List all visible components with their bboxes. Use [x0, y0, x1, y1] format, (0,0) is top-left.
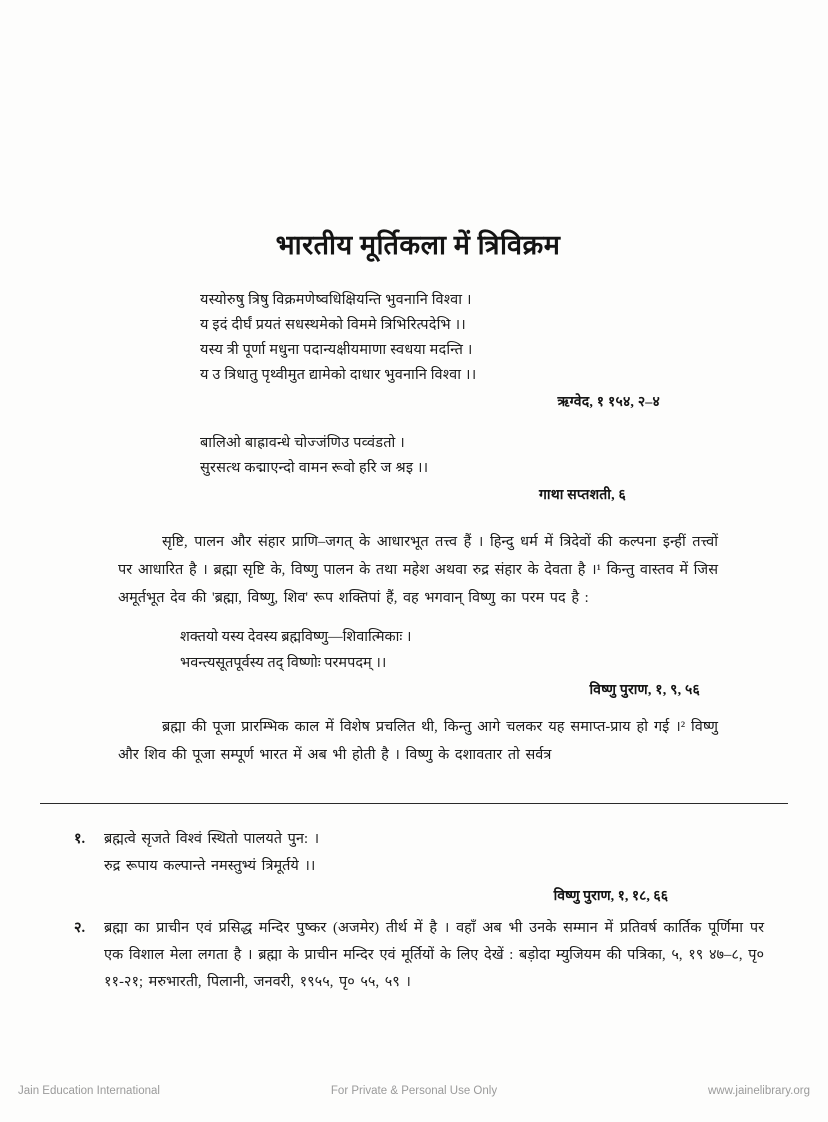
footnote-body — [104, 826, 764, 880]
rigveda-verse-block — [118, 288, 718, 388]
paragraph-text: सृष्टि, पालन और संहार प्राणि–जगत् के आधारभूत तत्त्व हैं । हिन्दु धर्म में त्रिदेवों की कल्पना इन्हीं तत्त्वों पर आधारित है । ब्रह्मा सृष्टि के, विष्णु पालन के तथा महेश अथवा रुद्र संहार के देवता है ।¹ किन्तु वास्तव में जिस अमूर्तभूत देव की 'ब्रह्मा, विष्णु, शिव' रूप शक्तिपां हैं, वह भगवान् विष्णु का परम पद है : — [118, 534, 718, 606]
vishnupurana-quote-block — [118, 624, 718, 676]
footnotes-section — [74, 826, 764, 1002]
page-content — [118, 225, 718, 769]
gatha-attribution: गाथा सप्तशती, ६ — [539, 488, 626, 503]
rigveda-attribution: ऋग्वेद, १ १५४, २–४ — [557, 395, 660, 410]
footnote-divider — [40, 803, 788, 804]
gatha-verse-block — [118, 431, 718, 481]
page-footer — [0, 1082, 828, 1100]
footer-website-link[interactable]: www.jainelibrary.org — [707, 1085, 810, 1097]
footer-center-text: For Private & Personal Use Only — [330, 1085, 498, 1097]
page-title: भारतीय मूर्तिकला में त्रिविक्रम — [275, 230, 561, 260]
verse-line: यस्य त्री पूर्णा मधुना पदान्यक्षीयमाणा स्वधया मदन्ति । — [200, 342, 473, 358]
verse-line: यस्योरुषु त्रिषु विक्रमणेष्वधिक्षियन्ति भुवनानि विश्वा । — [200, 292, 472, 308]
footer-left-text: Jain Education International — [18, 1085, 160, 1097]
footnote-item — [74, 826, 764, 880]
verse-line: य इदं दीर्घं प्रयतं सधस्थमेको विममे त्रिभिरित्पदेभि ।। — [200, 317, 466, 333]
footnote-line: रुद्र रूपाय कल्पान्ते नमस्तुभ्यं त्रिमूर्तये ।। — [104, 858, 316, 874]
footnote-attribution: विष्णु पुराण, १, १८, ६६ — [553, 889, 668, 904]
body-paragraph-1 — [118, 528, 718, 612]
body-paragraph-2 — [118, 713, 718, 769]
footnote-line: ब्रह्मत्वे सृजते विश्वं स्थितो पालयते पुन: । — [104, 831, 320, 847]
quote-line: शक्तयो यस्य देवस्य ब्रह्मविष्णु—शिवात्मिकाः । — [180, 629, 412, 645]
quote-line: भवन्त्यसूतपूर्वस्य तद् विष्णोः परमपदम् ।। — [180, 655, 387, 671]
verse-line: बालिओ बाह्रावन्धे चोज्जंणिउ पव्वंडतो । — [200, 435, 405, 451]
footnote-item — [74, 915, 764, 996]
footnote-body: ब्रह्मा का प्राचीन एवं प्रसिद्ध मन्दिर पुष्कर (अजमेर) तीर्थ में है । वहाँ अब भी उनके सम्मान में प्रतिवर्ष कार्तिक पूर्णिमा पर एक विशाल मेला लगता है । ब्रह्मा के प्राचीन मन्दिर एवं मूर्तियों के लिए देखें : बड़ोदा म्युजियम की पत्रिका, ५, १९ ४७–८, पृ० ११-२१; मरुभारती, पिलानी, जनवरी, १९५५, पृ० ५५, ५९ । — [104, 920, 764, 990]
vishnupurana-attribution: विष्णु पुराण, १, ९, ५६ — [589, 683, 700, 698]
footnote-number: २. — [74, 920, 86, 936]
verse-line: य उ त्रिधातु पृथ्वीमुत द्यामेको दाधार भुवनानि विश्वा ।। — [200, 367, 477, 383]
footnote-number: १. — [74, 831, 86, 847]
verse-line: सुरसत्थ कद्माएन्दो वामन रूवो हरि ज श्रइ ।। — [200, 460, 429, 476]
paragraph-text: ब्रह्मा की पूजा प्रारम्भिक काल में विशेष प्रचलित थी, किन्तु आगे चलकर यह समाप्त-प्राय हो गई ।² विष्णु और शिव की पूजा सम्पूर्ण भारत में अब भी होती है । विष्णु के दशावतार तो सर्वत्र — [118, 719, 718, 763]
